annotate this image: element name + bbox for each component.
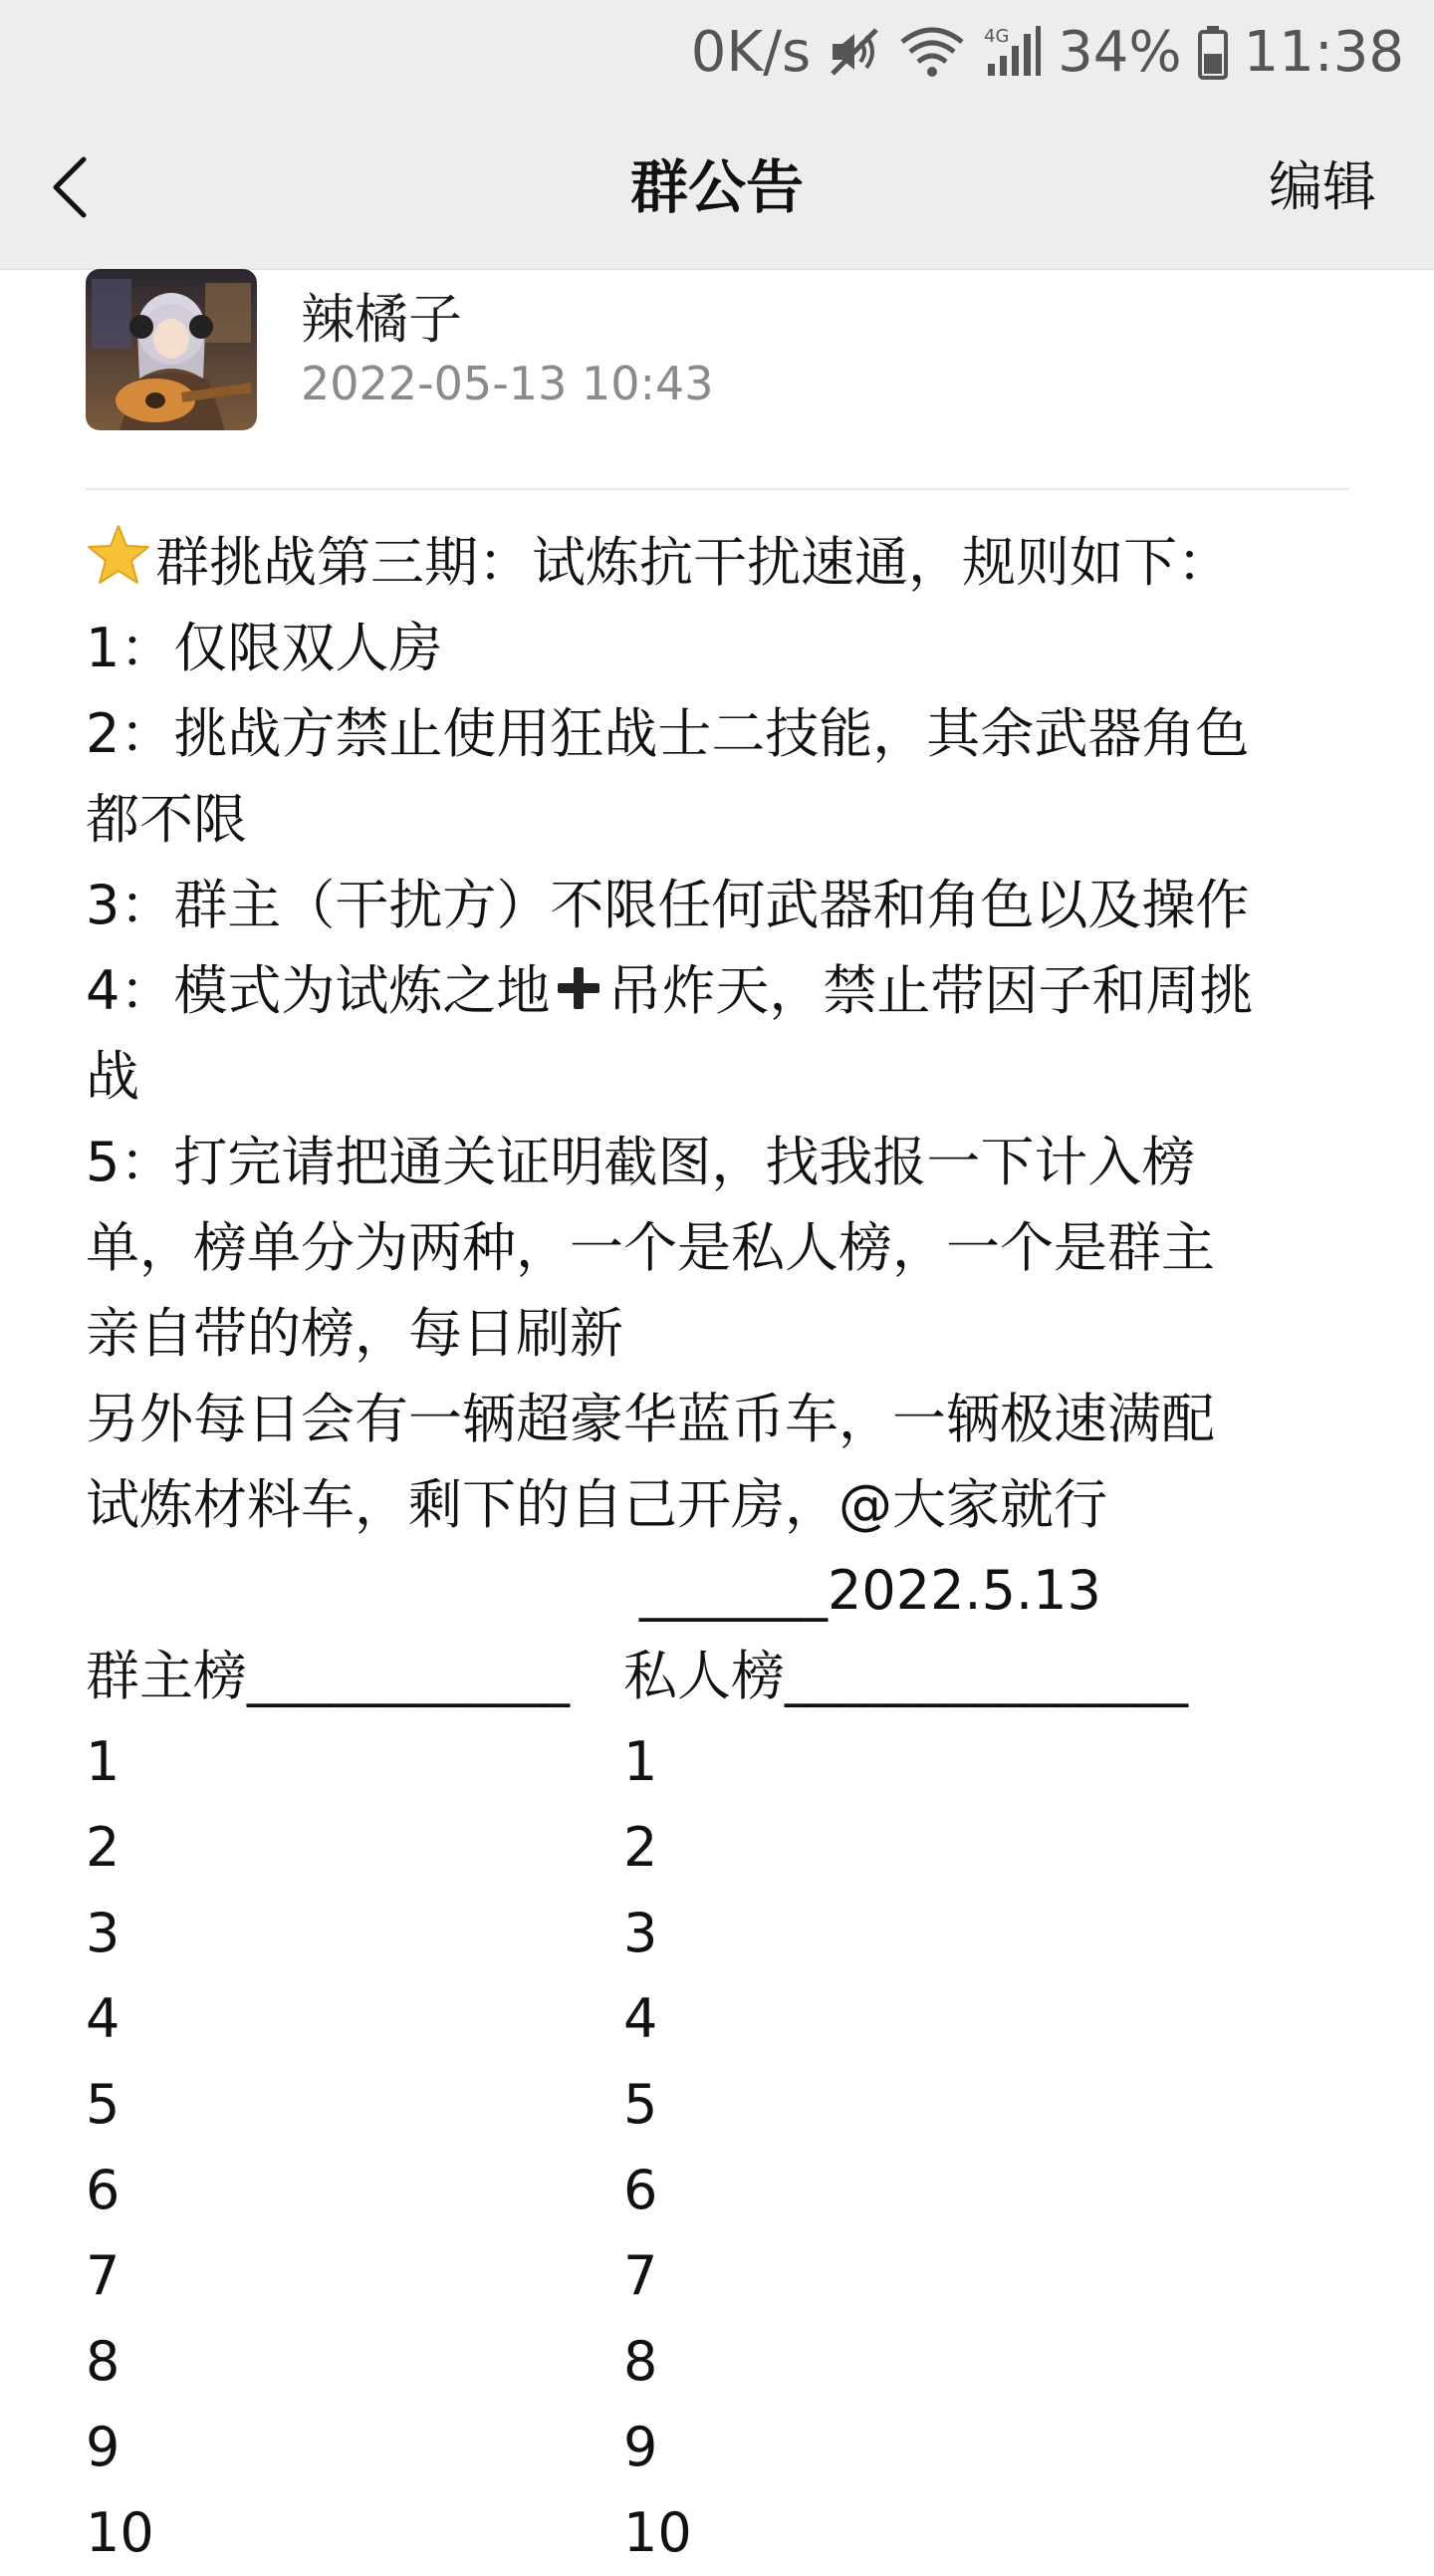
table-row bbox=[86, 1891, 1380, 1976]
text-line: 单，榜单分为两种，一个是私人榜，一个是群主 bbox=[86, 1216, 1215, 1279]
table-row bbox=[86, 2062, 1380, 2148]
author-header bbox=[86, 269, 1348, 490]
private-ranking-header: 私人榜_______________ bbox=[623, 1645, 1188, 1707]
owner-rank-number: 5 bbox=[86, 2073, 120, 2136]
private-rank-number: 3 bbox=[623, 1902, 658, 1964]
owner-rank-number: 3 bbox=[86, 1902, 120, 1964]
plus-emoji-icon bbox=[554, 963, 603, 1013]
private-rank-number: 2 bbox=[623, 1816, 658, 1879]
date-line: _______2022.5.13 bbox=[639, 1559, 1101, 1622]
clock: 11:38 bbox=[1243, 19, 1404, 85]
4g-signal-icon bbox=[982, 24, 1042, 80]
private-rank-number: 4 bbox=[623, 1987, 658, 2050]
text-line: 都不限 bbox=[86, 788, 247, 851]
author-name: 辣橘子 bbox=[301, 288, 462, 351]
post-timestamp: 2022-05-13 10:43 bbox=[301, 357, 714, 410]
text-line: 群挑战第三期：试炼抗干扰速通，规则如下： bbox=[86, 520, 1380, 606]
owner-rank-number: 1 bbox=[86, 1730, 120, 1793]
text-line: 1：仅限双人房 bbox=[86, 617, 443, 679]
table-row bbox=[86, 2490, 1380, 2576]
avatar[interactable] bbox=[86, 269, 257, 430]
star-emoji-icon bbox=[86, 523, 151, 587]
owner-rank-number: 9 bbox=[86, 2416, 120, 2478]
table-row bbox=[86, 2319, 1380, 2405]
owner-rank-number: 7 bbox=[86, 2244, 120, 2307]
private-rank-number: 5 bbox=[623, 2073, 658, 2136]
ranking-header bbox=[86, 1634, 1380, 1719]
table-row bbox=[86, 1976, 1380, 2062]
owner-rank-number: 8 bbox=[86, 2330, 120, 2393]
svg-text:4G: 4G bbox=[984, 26, 1010, 47]
private-rank-number: 8 bbox=[623, 2330, 658, 2393]
text-line: 战 bbox=[86, 1045, 139, 1108]
owner-rank-number: 10 bbox=[86, 2501, 154, 2564]
table-row bbox=[86, 2233, 1380, 2319]
text-line: 4：模式为试炼之地 吊炸天，禁止带因子和周挑 bbox=[86, 959, 1254, 1022]
edit-button[interactable]: 编辑 bbox=[1269, 155, 1376, 218]
divider bbox=[86, 488, 1348, 490]
private-rank-number: 7 bbox=[623, 2244, 658, 2307]
owner-ranking-header: 群主榜____________ bbox=[86, 1645, 570, 1707]
battery-icon bbox=[1198, 24, 1228, 80]
private-rank-number: 10 bbox=[623, 2501, 692, 2564]
announcement-body bbox=[86, 520, 1380, 2576]
table-row bbox=[86, 1719, 1380, 1805]
table-row bbox=[86, 2148, 1380, 2233]
mute-icon bbox=[827, 24, 882, 80]
text-line: 5：打完请把通关证明截图，找我报一下计入榜 bbox=[86, 1131, 1196, 1193]
text-line: 试炼材料车，剩下的自己开房，@大家就行 bbox=[86, 1473, 1107, 1536]
page-title: 群公告 bbox=[629, 153, 804, 221]
text-line: 亲自带的榜，每日刷新 bbox=[86, 1302, 623, 1365]
nav-bar bbox=[0, 104, 1434, 270]
owner-rank-number: 6 bbox=[86, 2159, 120, 2221]
owner-rank-number: 4 bbox=[86, 1987, 120, 2050]
text-line: 2：挑战方禁止使用狂战士二技能，其余武器角色 bbox=[86, 702, 1250, 765]
private-rank-number: 6 bbox=[623, 2159, 658, 2221]
text-line: 另外每日会有一辆超豪华蓝币车，一辆极速满配 bbox=[86, 1388, 1215, 1450]
table-row bbox=[86, 2405, 1380, 2490]
status-bar bbox=[0, 0, 1434, 104]
battery-percent: 34% bbox=[1058, 19, 1182, 85]
text-line: 3：群主（干扰方）不限任何武器和角色以及操作 bbox=[86, 874, 1250, 936]
ranking-list bbox=[86, 1719, 1380, 2576]
network-speed: 0K/s bbox=[690, 19, 812, 85]
table-row bbox=[86, 1805, 1380, 1891]
private-rank-number: 1 bbox=[623, 1730, 658, 1793]
wifi-icon bbox=[898, 24, 966, 80]
private-rank-number: 9 bbox=[623, 2416, 658, 2478]
owner-rank-number: 2 bbox=[86, 1816, 120, 1879]
